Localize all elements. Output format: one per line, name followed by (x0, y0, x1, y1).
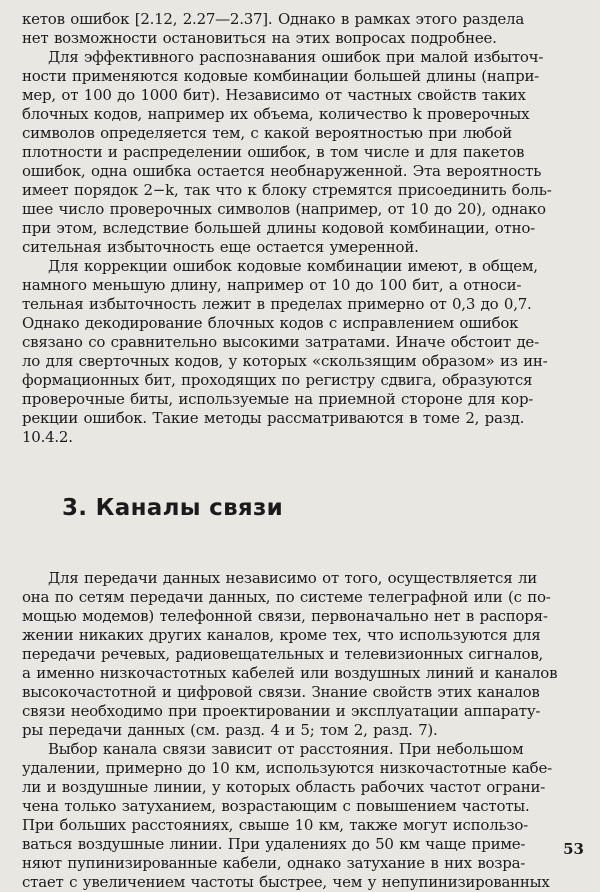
text-line: ошибок, одна ошибка остается необнаруженной. Эта вероятность (22, 162, 542, 180)
text-line: мер, от 100 до 1000 бит). Независимо от частных свойств таких (22, 86, 526, 104)
text-line: сительная избыточность еще остается умеренной. (22, 238, 419, 256)
text-line: тельная избыточность лежит в пределах примерно от 0,3 до 0,7. (22, 295, 532, 313)
text-line: ваться воздушные линии. При удалениях до 50 км чаще приме- (22, 835, 526, 853)
text-line: ло для сверточных кодов, у которых «скользящим образом» из ин- (22, 352, 548, 370)
text-line: ли и воздушные линии, у которых область рабочих частот ограни- (22, 778, 546, 796)
text-line: няют пупинизированные кабели, однако затухание в них возра- (22, 854, 526, 872)
text-line: а именно низкочастотных кабелей или воздушных линий и каналов (22, 664, 558, 682)
text-line: Выбор канала связи зависит от расстояния. При небольшом (48, 740, 524, 758)
text-block-top (22, 10, 586, 447)
text-line: имеет порядок 2−k, так что к блоку стремятся присоединить боль- (22, 181, 552, 199)
text-line: при этом, вследствие большей длины кодовой комбинации, отно- (22, 219, 535, 237)
text-line: блочных кодов, например их объема, количество k проверочных (22, 105, 530, 123)
text-line: высокочастотной и цифровой связи. Знание свойств этих каналов (22, 683, 540, 701)
page-number: 53 (563, 840, 584, 858)
text-line: удалении, примерно до 10 км, используются низкочастотные кабе- (22, 759, 552, 777)
text-line: проверочные биты, используемые на приемной стороне для кор- (22, 390, 534, 408)
text-line: Для эффективного распознавания ошибок при малой избыточ- (48, 48, 544, 66)
text-line: кетов ошибок [2.12, 2.27—2.37]. Однако в рамках этого раздела (22, 10, 525, 28)
paragraph-1 (22, 10, 586, 48)
text-line: мощью модемов) телефонной связи, первоначально нет в распоря- (22, 607, 548, 625)
paragraph-2 (22, 48, 586, 257)
text-line: передачи речевых, радиовещательных и телевизионных сигналов, (22, 645, 544, 663)
text-block-bottom (22, 569, 586, 892)
text-line: При больших расстояниях, свыше 10 км, также могут использо- (22, 816, 528, 834)
paragraph-5 (22, 740, 586, 892)
paragraph-4 (22, 569, 586, 740)
text-line: жении никаких других каналов, кроме тех, что используются для (22, 626, 541, 644)
paragraph-3 (22, 257, 586, 447)
text-line: шее число проверочных символов (например, от 10 до 20), однако (22, 200, 546, 218)
text-line: стает с увеличением частоты быстрее, чем у непупинизированных (22, 873, 550, 891)
text-line: Для передачи данных независимо от того, осуществляется ли (48, 569, 537, 587)
text-line: Однако декодирование блочных кодов с исправлением ошибок (22, 314, 519, 332)
text-line: рекции ошибок. Такие методы рассматриваются в томе 2, разд. (22, 409, 525, 427)
text-line: ности применяются кодовые комбинации большей длины (напри- (22, 67, 540, 85)
text-line: Для коррекции ошибок кодовые комбинации имеют, в общем, (48, 257, 538, 275)
text-line: 10.4.2. (22, 428, 73, 446)
text-line: чена только затуханием, возрастающим с повышением частоты. (22, 797, 530, 815)
text-line: она по сетям передачи данных, по системе телеграфной или (с по- (22, 588, 551, 606)
text-line: связано со сравнительно высокими затратами. Иначе обстоит де- (22, 333, 539, 351)
text-line: формационных бит, проходящих по регистру сдвига, образуются (22, 371, 533, 389)
text-line: плотности и распределении ошибок, в том числе и для пакетов (22, 143, 525, 161)
text-line: нет возможности остановиться на этих вопросах подробнее. (22, 29, 497, 47)
text-line: ры передачи данных (см. разд. 4 и 5; том 2, разд. 7). (22, 721, 438, 739)
text-line: символов определяется тем, с какой вероятностью при любой (22, 124, 512, 142)
text-line: намного меньшую длину, например от 10 до 100 бит, а относи- (22, 276, 522, 294)
text-line: связи необходимо при проектировании и эксплуатации аппарату- (22, 702, 541, 720)
section-heading: 3. Каналы связи (62, 495, 284, 521)
